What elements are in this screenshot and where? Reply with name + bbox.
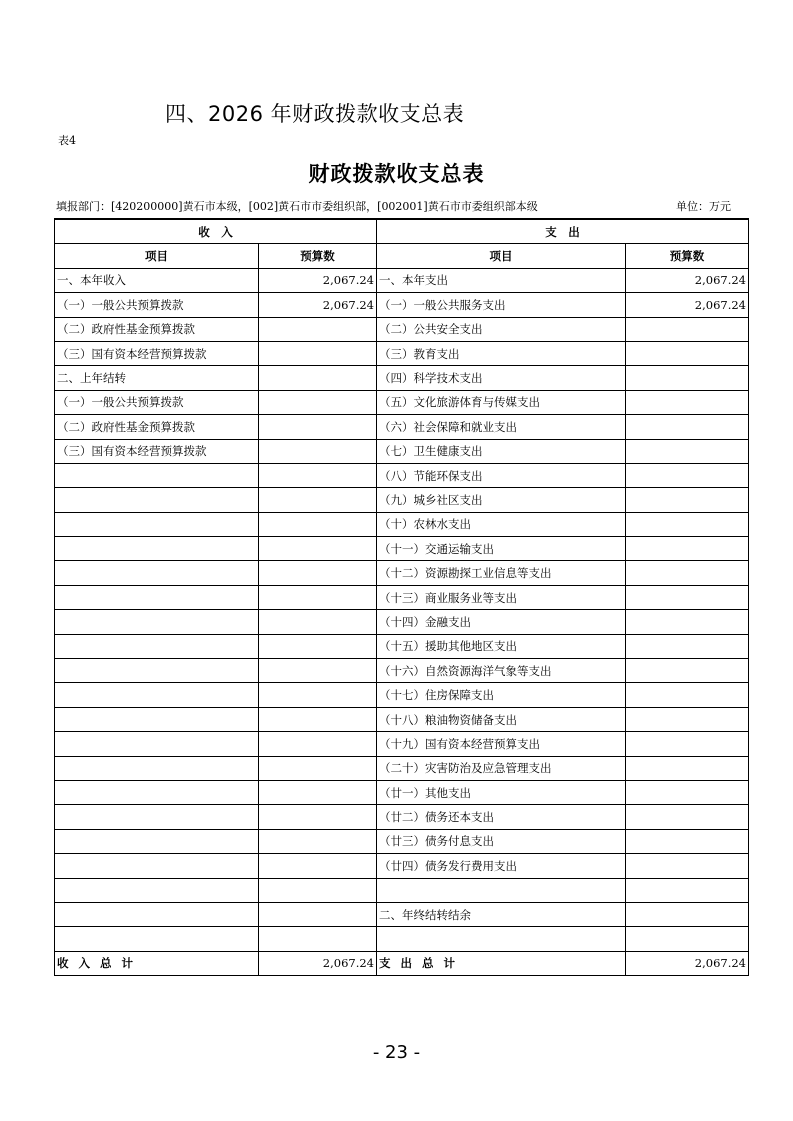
expense-amount-cell (626, 805, 749, 829)
expense-amount-cell: 2,067.24 (626, 268, 749, 292)
income-amount-cell (259, 878, 377, 902)
income-item-cell (55, 707, 259, 731)
expense-amount-cell (626, 561, 749, 585)
expense-amount-cell (626, 341, 749, 365)
expense-item-cell: （八）节能环保支出 (377, 463, 626, 487)
income-amount-cell (259, 610, 377, 634)
table-row (55, 439, 749, 463)
income-amount-cell (259, 439, 377, 463)
income-amount-cell (259, 805, 377, 829)
expense-item-cell: 二、年终结转结余 (377, 902, 626, 926)
income-amount-cell (259, 561, 377, 585)
expense-item-cell: （廿二）债务还本支出 (377, 805, 626, 829)
table-row (55, 878, 749, 902)
table-row (55, 659, 749, 683)
income-amount-cell (259, 390, 377, 414)
expense-item-cell: （十七）住房保障支出 (377, 683, 626, 707)
income-item-header: 项目 (55, 244, 259, 268)
expense-item-cell: （九）城乡社区支出 (377, 488, 626, 512)
table-row (55, 683, 749, 707)
expense-item-cell: （二十）灾害防治及应急管理支出 (377, 756, 626, 780)
expense-item-cell: （十四）金融支出 (377, 610, 626, 634)
income-item-cell (55, 512, 259, 536)
expense-amount-cell (626, 537, 749, 561)
expense-item-cell: （六）社会保障和就业支出 (377, 415, 626, 439)
budget-summary-table (54, 218, 749, 976)
income-item-cell (55, 805, 259, 829)
expense-item-cell (377, 927, 626, 951)
income-item-cell: 一、本年收入 (55, 268, 259, 292)
expense-amount-cell (626, 488, 749, 512)
expense-amount-cell (626, 317, 749, 341)
expense-amount-cell (626, 707, 749, 731)
expense-amount-cell (626, 512, 749, 536)
table-row (55, 927, 749, 951)
expense-item-cell: （十一）交通运输支出 (377, 537, 626, 561)
income-budget-header: 预算数 (259, 244, 377, 268)
expense-amount-cell (626, 439, 749, 463)
table-row (55, 341, 749, 365)
income-item-cell (55, 683, 259, 707)
income-item-cell (55, 902, 259, 926)
income-amount-cell (259, 707, 377, 731)
expense-item-cell: （二）公共安全支出 (377, 317, 626, 341)
table-row (55, 390, 749, 414)
table-row (55, 463, 749, 487)
expense-item-cell: （十八）粮油物资储备支出 (377, 707, 626, 731)
expense-item-cell: （廿一）其他支出 (377, 780, 626, 804)
table-row (55, 756, 749, 780)
table-title: 财政拨款收支总表 (308, 161, 485, 186)
expense-item-cell: （十）农林水支出 (377, 512, 626, 536)
income-amount-cell: 2,067.24 (259, 268, 377, 292)
expense-amount-cell (626, 756, 749, 780)
expense-item-cell: （一）一般公共服务支出 (377, 293, 626, 317)
income-item-cell (55, 561, 259, 585)
totals-row (55, 951, 749, 975)
income-item-cell (55, 829, 259, 853)
table-row (55, 585, 749, 609)
table-row (55, 780, 749, 804)
column-header-row (55, 244, 749, 268)
table-row (55, 268, 749, 292)
expense-total-amount: 2,067.24 (626, 951, 749, 975)
expense-amount-cell (626, 585, 749, 609)
income-item-cell (55, 780, 259, 804)
expense-item-cell: （十二）资源勘探工业信息等支出 (377, 561, 626, 585)
income-amount-cell (259, 415, 377, 439)
expense-item-cell: （五）文化旅游体育与传媒支出 (377, 390, 626, 414)
table-row (55, 610, 749, 634)
table-row (55, 805, 749, 829)
income-item-cell (55, 854, 259, 878)
income-item-cell: （二）政府性基金预算拨款 (55, 317, 259, 341)
income-item-cell (55, 634, 259, 658)
expense-item-cell: （廿四）债务发行费用支出 (377, 854, 626, 878)
expense-item-cell: （十九）国有资本经营预算支出 (377, 732, 626, 756)
income-amount-cell (259, 585, 377, 609)
income-amount-cell (259, 756, 377, 780)
expense-amount-cell (626, 415, 749, 439)
income-item-cell: （一）一般公共预算拨款 (55, 390, 259, 414)
section-title: 四、2026 年财政拨款收支总表 (165, 102, 465, 126)
income-item-cell (55, 927, 259, 951)
filling-department: 填报部门：[420200000]黄石市本级，[002]黄石市市委组织部，[002001]黄石市市委组织部本级 (56, 200, 538, 213)
table-row (55, 317, 749, 341)
table-row (55, 512, 749, 536)
expense-amount-cell (626, 829, 749, 853)
table-row (55, 902, 749, 926)
table-row (55, 854, 749, 878)
expense-amount-cell (626, 732, 749, 756)
table-row (55, 561, 749, 585)
income-amount-cell (259, 488, 377, 512)
income-item-cell: （一）一般公共预算拨款 (55, 293, 259, 317)
expense-amount-cell (626, 854, 749, 878)
income-total-amount: 2,067.24 (259, 951, 377, 975)
income-item-cell (55, 659, 259, 683)
expense-group-header: 支 出 (377, 219, 749, 244)
table-row (55, 707, 749, 731)
income-amount-cell (259, 659, 377, 683)
income-amount-cell (259, 537, 377, 561)
income-amount-cell (259, 854, 377, 878)
expense-amount-cell (626, 366, 749, 390)
expense-item-header: 项目 (377, 244, 626, 268)
expense-item-cell (377, 878, 626, 902)
table-row (55, 537, 749, 561)
expense-item-cell: （四）科学技术支出 (377, 366, 626, 390)
expense-amount-cell (626, 463, 749, 487)
expense-item-cell: （十五）援助其他地区支出 (377, 634, 626, 658)
table-row (55, 366, 749, 390)
expense-amount-cell (626, 390, 749, 414)
income-total-label: 收入总计 (55, 951, 259, 975)
expense-item-cell: （廿三）债务付息支出 (377, 829, 626, 853)
income-item-cell (55, 878, 259, 902)
income-item-cell (55, 537, 259, 561)
income-item-cell (55, 463, 259, 487)
table-row (55, 488, 749, 512)
income-item-cell (55, 732, 259, 756)
table-body (55, 268, 749, 951)
expense-total-label: 支出总计 (377, 951, 626, 975)
expense-amount-cell (626, 610, 749, 634)
table-number: 表4 (58, 134, 76, 147)
income-amount-cell (259, 463, 377, 487)
expense-amount-cell (626, 683, 749, 707)
income-item-cell (55, 585, 259, 609)
expense-amount-cell: 2,067.24 (626, 293, 749, 317)
income-amount-cell (259, 780, 377, 804)
expense-amount-cell (626, 902, 749, 926)
expense-item-cell: 一、本年支出 (377, 268, 626, 292)
table-row (55, 293, 749, 317)
expense-amount-cell (626, 780, 749, 804)
income-item-cell: （三）国有资本经营预算拨款 (55, 439, 259, 463)
expense-item-cell: （十六）自然资源海洋气象等支出 (377, 659, 626, 683)
income-item-cell (55, 488, 259, 512)
expense-budget-header: 预算数 (626, 244, 749, 268)
income-amount-cell (259, 366, 377, 390)
income-item-cell (55, 610, 259, 634)
expense-amount-cell (626, 659, 749, 683)
income-amount-cell (259, 829, 377, 853)
income-item-cell (55, 756, 259, 780)
income-item-cell: （二）政府性基金预算拨款 (55, 415, 259, 439)
table-row (55, 732, 749, 756)
income-amount-cell (259, 732, 377, 756)
income-item-cell: （三）国有资本经营预算拨款 (55, 341, 259, 365)
expense-item-cell: （三）教育支出 (377, 341, 626, 365)
expense-amount-cell (626, 878, 749, 902)
table-row (55, 634, 749, 658)
income-group-header: 收 入 (55, 219, 377, 244)
expense-amount-cell (626, 634, 749, 658)
income-amount-cell (259, 634, 377, 658)
group-header-row (55, 219, 749, 244)
income-amount-cell (259, 317, 377, 341)
page-number: - 23 - (372, 1042, 421, 1063)
income-amount-cell (259, 341, 377, 365)
unit-label: 单位：万元 (676, 200, 731, 213)
table-row (55, 415, 749, 439)
expense-amount-cell (626, 927, 749, 951)
income-amount-cell (259, 512, 377, 536)
income-item-cell: 二、上年结转 (55, 366, 259, 390)
income-amount-cell: 2,067.24 (259, 293, 377, 317)
income-amount-cell (259, 683, 377, 707)
table-row (55, 829, 749, 853)
income-amount-cell (259, 902, 377, 926)
income-amount-cell (259, 927, 377, 951)
expense-item-cell: （十三）商业服务业等支出 (377, 585, 626, 609)
expense-item-cell: （七）卫生健康支出 (377, 439, 626, 463)
